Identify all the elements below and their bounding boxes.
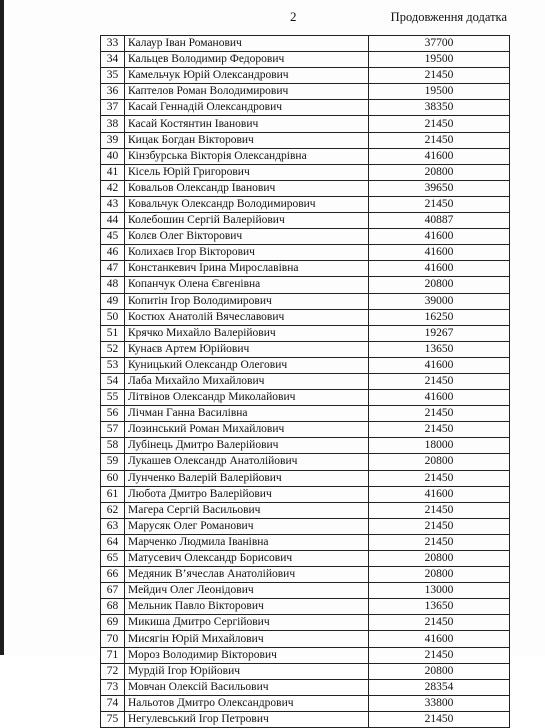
row-number: 43 [101, 196, 125, 212]
table-row [101, 534, 510, 550]
amount: 21450 [369, 373, 510, 389]
person-name: Констанкевич Ірина Мирославівна [125, 261, 369, 277]
row-number: 42 [101, 180, 125, 196]
person-name: Ковальов Олександр Іванович [125, 180, 369, 196]
table-row [101, 148, 510, 164]
row-number: 48 [101, 277, 125, 293]
person-name: Любота Дмитро Валерійович [125, 486, 369, 502]
amount: 21450 [369, 116, 510, 132]
person-name: Калаур Іван Романович [125, 36, 369, 52]
table-row [101, 518, 510, 534]
row-number: 75 [101, 711, 125, 727]
amount: 21450 [369, 711, 510, 727]
amount: 19267 [369, 325, 510, 341]
row-number: 51 [101, 325, 125, 341]
row-number: 46 [101, 245, 125, 261]
table-row [101, 567, 510, 583]
amount: 28354 [369, 679, 510, 695]
row-number: 64 [101, 534, 125, 550]
person-name: Лунченко Валерій Валерійович [125, 470, 369, 486]
row-number: 62 [101, 502, 125, 518]
table-row [101, 406, 510, 422]
table-row [101, 711, 510, 727]
person-name: Камельчук Юрій Олександрович [125, 68, 369, 84]
person-name: Лукашев Олександр Анатолійович [125, 454, 369, 470]
amount: 21450 [369, 534, 510, 550]
row-number: 72 [101, 663, 125, 679]
row-number: 70 [101, 631, 125, 647]
row-number: 52 [101, 341, 125, 357]
amount: 21450 [369, 518, 510, 534]
person-name: Колихаєв Ігор Вікторович [125, 245, 369, 261]
row-number: 44 [101, 213, 125, 229]
row-number: 34 [101, 52, 125, 68]
person-name: Лаба Михайло Михайлович [125, 373, 369, 389]
person-name: Медяник В’ячеслав Анатолійович [125, 567, 369, 583]
amount: 20800 [369, 454, 510, 470]
table-row [101, 180, 510, 196]
row-number: 35 [101, 68, 125, 84]
table-row [101, 357, 510, 373]
person-name: Куницький Олександр Олегович [125, 357, 369, 373]
person-name: Літвінов Олександр Миколайович [125, 390, 369, 406]
table-row [101, 261, 510, 277]
row-number: 61 [101, 486, 125, 502]
amount: 37700 [369, 36, 510, 52]
row-number: 60 [101, 470, 125, 486]
table-row [101, 84, 510, 100]
person-name: Мисягін Юрій Михайлович [125, 631, 369, 647]
person-name: Костюх Анатолій Вячеславович [125, 309, 369, 325]
table-row [101, 36, 510, 52]
row-number: 38 [101, 116, 125, 132]
amount: 21450 [369, 502, 510, 518]
person-name: Касай Костянтин Іванович [125, 116, 369, 132]
amount: 20800 [369, 164, 510, 180]
table-row [101, 679, 510, 695]
row-number: 36 [101, 84, 125, 100]
amount: 21450 [369, 647, 510, 663]
row-number: 55 [101, 390, 125, 406]
table-row [101, 615, 510, 631]
person-name: Мовчан Олексій Васильович [125, 679, 369, 695]
table-row [101, 309, 510, 325]
table-row [101, 132, 510, 148]
table-row [101, 551, 510, 567]
row-number: 57 [101, 422, 125, 438]
table-row [101, 52, 510, 68]
amount: 38350 [369, 100, 510, 116]
table-row [101, 100, 510, 116]
person-name: Магера Сергій Васильович [125, 502, 369, 518]
row-number: 59 [101, 454, 125, 470]
table-row [101, 341, 510, 357]
amount: 21450 [369, 470, 510, 486]
table-row [101, 454, 510, 470]
table-row [101, 470, 510, 486]
amount: 40887 [369, 213, 510, 229]
person-name: Крячко Михайло Валерійович [125, 325, 369, 341]
table-row [101, 599, 510, 615]
person-name: Кісель Юрій Григорович [125, 164, 369, 180]
table-row [101, 663, 510, 679]
row-number: 49 [101, 293, 125, 309]
person-name: Кунаєв Артем Юрійович [125, 341, 369, 357]
payment-table-body [101, 36, 510, 728]
row-number: 58 [101, 438, 125, 454]
amount: 41600 [369, 357, 510, 373]
person-name: Лубінець Дмитро Валерійович [125, 438, 369, 454]
amount: 16250 [369, 309, 510, 325]
amount: 13650 [369, 341, 510, 357]
person-name: Лозинський Роман Михайлович [125, 422, 369, 438]
table-row [101, 293, 510, 309]
row-number: 50 [101, 309, 125, 325]
row-number: 71 [101, 647, 125, 663]
table-row [101, 631, 510, 647]
row-number: 67 [101, 583, 125, 599]
table-row [101, 390, 510, 406]
row-number: 37 [101, 100, 125, 116]
table-row [101, 486, 510, 502]
person-name: Касай Геннадій Олександрович [125, 100, 369, 116]
row-number: 73 [101, 679, 125, 695]
person-name: Марченко Людмила Іванівна [125, 534, 369, 550]
person-name: Копитін Ігор Володимирович [125, 293, 369, 309]
person-name: Мельник Павло Вікторович [125, 599, 369, 615]
person-name: Кінзбурська Вікторія Олександрівна [125, 148, 369, 164]
table-row [101, 695, 510, 711]
person-name: Колєв Олег Вікторович [125, 229, 369, 245]
person-name: Кальцев Володимир Федорович [125, 52, 369, 68]
amount: 39000 [369, 293, 510, 309]
table-row [101, 229, 510, 245]
table-row [101, 422, 510, 438]
person-name: Мейдич Олег Леонідович [125, 583, 369, 599]
person-name: Мороз Володимир Вікторович [125, 647, 369, 663]
page-number: 2 [290, 9, 297, 24]
amount: 19500 [369, 52, 510, 68]
amount: 41600 [369, 261, 510, 277]
table-row [101, 277, 510, 293]
table-row [101, 325, 510, 341]
row-number: 54 [101, 373, 125, 389]
table-row [101, 213, 510, 229]
row-number: 63 [101, 518, 125, 534]
person-name: Кицак Богдан Вікторович [125, 132, 369, 148]
continuation-note: Продовження додатка [390, 10, 507, 24]
amount: 21450 [369, 196, 510, 212]
row-number: 53 [101, 357, 125, 373]
table-row [101, 647, 510, 663]
row-number: 45 [101, 229, 125, 245]
scan-edge [0, 0, 4, 655]
row-number: 41 [101, 164, 125, 180]
table-row [101, 373, 510, 389]
amount: 41600 [369, 486, 510, 502]
row-number: 40 [101, 148, 125, 164]
amount: 20800 [369, 567, 510, 583]
person-name: Марусяк Олег Романович [125, 518, 369, 534]
amount: 18000 [369, 438, 510, 454]
amount: 39650 [369, 180, 510, 196]
table-row [101, 502, 510, 518]
amount: 41600 [369, 631, 510, 647]
person-name: Микиша Дмитро Сергійович [125, 615, 369, 631]
amount: 13000 [369, 583, 510, 599]
row-number: 56 [101, 406, 125, 422]
table-row [101, 68, 510, 84]
amount: 41600 [369, 390, 510, 406]
table-row [101, 196, 510, 212]
row-number: 33 [101, 36, 125, 52]
payment-table [100, 35, 510, 728]
amount: 20800 [369, 551, 510, 567]
table-row [101, 164, 510, 180]
row-number: 39 [101, 132, 125, 148]
amount: 41600 [369, 148, 510, 164]
row-number: 68 [101, 599, 125, 615]
row-number: 65 [101, 551, 125, 567]
amount: 13650 [369, 599, 510, 615]
table-row [101, 583, 510, 599]
person-name: Нальотов Дмитро Олександрович [125, 695, 369, 711]
amount: 41600 [369, 229, 510, 245]
amount: 41600 [369, 245, 510, 261]
row-number: 69 [101, 615, 125, 631]
person-name: Копанчук Олена Євгенівна [125, 277, 369, 293]
amount: 21450 [369, 68, 510, 84]
table-row [101, 245, 510, 261]
amount: 20800 [369, 663, 510, 679]
amount: 21450 [369, 406, 510, 422]
person-name: Каптелов Роман Володимирович [125, 84, 369, 100]
person-name: Негулевський Ігор Петрович [125, 711, 369, 727]
person-name: Матусевич Олександр Борисович [125, 551, 369, 567]
amount: 21450 [369, 132, 510, 148]
amount: 21450 [369, 615, 510, 631]
amount: 19500 [369, 84, 510, 100]
table-row [101, 116, 510, 132]
person-name: Ковальчук Олександр Володимирович [125, 196, 369, 212]
row-number: 66 [101, 567, 125, 583]
table-row [101, 438, 510, 454]
row-number: 47 [101, 261, 125, 277]
person-name: Колебошин Сергій Валерійович [125, 213, 369, 229]
row-number: 74 [101, 695, 125, 711]
amount: 20800 [369, 277, 510, 293]
amount: 33800 [369, 695, 510, 711]
person-name: Лічман Ганна Василівна [125, 406, 369, 422]
person-name: Мурдій Ігор Юрійович [125, 663, 369, 679]
amount: 21450 [369, 422, 510, 438]
